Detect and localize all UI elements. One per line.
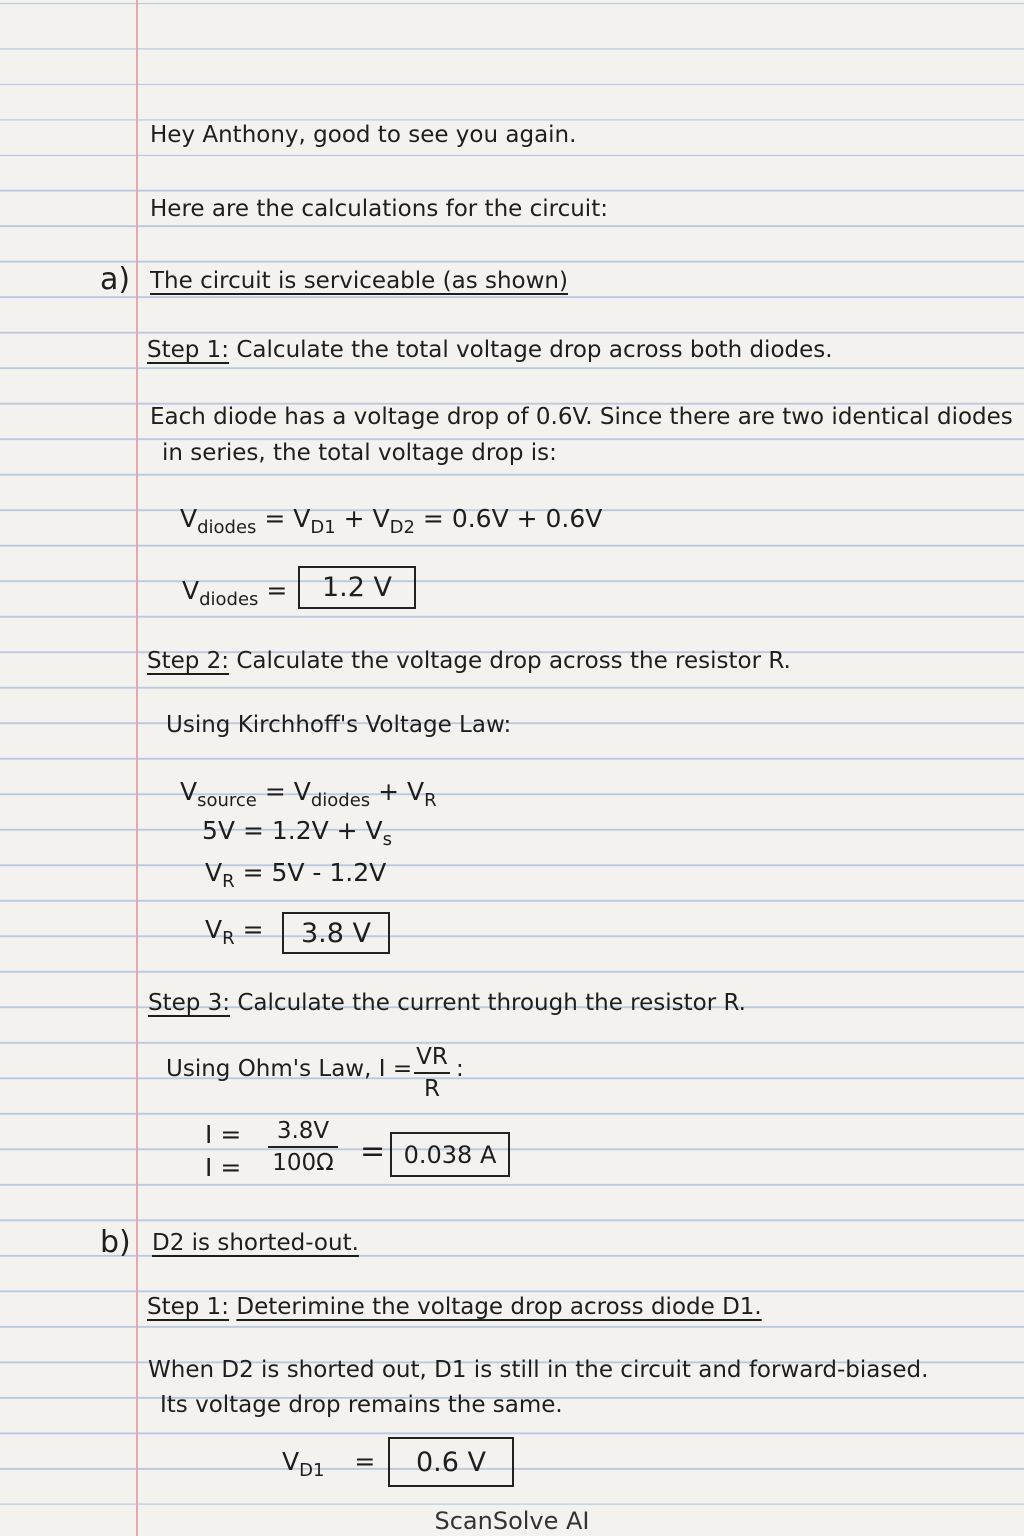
b-step1-para-1: When D2 is shorted out, D1 is still in the circuit and forward-biased. — [148, 1357, 929, 1383]
eq-sign: = — [266, 576, 288, 605]
eq-var: = V — [264, 777, 311, 806]
eq-var: + V — [343, 504, 390, 533]
result-box-0-038a: 0.038 A — [390, 1132, 510, 1177]
eq-var: V — [205, 858, 223, 887]
a-kvl-line4 — [205, 915, 264, 949]
result-box-3-8v: 3.8 V — [282, 912, 390, 954]
eq-var: + V — [378, 777, 425, 806]
eq-sub: D1 — [310, 517, 336, 538]
margin-line — [136, 0, 138, 1536]
result-box-1-2v: 1.2 V — [298, 566, 416, 609]
intro: Here are the calculations for the circuit: — [150, 196, 608, 222]
a-step2-law: Using Kirchhoff's Voltage Law: — [166, 712, 512, 738]
part-a-title: The circuit is serviceable (as shown) — [150, 268, 568, 294]
a-step1-heading — [147, 337, 833, 363]
a-current-line1: I = — [205, 1120, 242, 1149]
a-step1-text: Calculate the total voltage drop across both diodes. — [236, 337, 833, 363]
eq-sub: diodes — [199, 589, 259, 610]
a-kvl-line1 — [180, 777, 437, 811]
a-step3-law: Using Ohm's Law, I = — [166, 1056, 413, 1082]
a-eq-diodes-sum — [180, 504, 602, 538]
eq-sub: source — [197, 790, 257, 811]
eq-var: = V — [264, 504, 311, 533]
a-step2-label: Step 2: — [147, 648, 230, 674]
eq-var: V — [282, 1447, 300, 1476]
eq-sub: R — [424, 790, 437, 811]
a-kvl-line3 — [205, 858, 386, 892]
eq-value: 5V = 1.2V + V — [202, 816, 383, 845]
footer-watermark: ScanSolve AI — [434, 1507, 590, 1535]
a-step3-colon: : — [456, 1056, 464, 1082]
part-b-label: b) — [100, 1225, 131, 1260]
current-fraction — [268, 1118, 338, 1176]
part-b-title: D2 is shorted-out. — [152, 1230, 359, 1256]
fraction-denominator: 100Ω — [272, 1150, 334, 1176]
a-step3-label: Step 3: — [148, 990, 231, 1016]
part-a-label: a) — [100, 262, 131, 297]
eq-value: = 0.6V + 0.6V — [422, 504, 603, 533]
b-step1-para-2: Its voltage drop remains the same. — [160, 1392, 563, 1418]
eq-sign: = — [354, 1447, 376, 1476]
a-step2-heading — [147, 648, 791, 674]
greeting: Hey Anthony, good to see you again. — [150, 122, 577, 148]
a-eq-diodes-result — [182, 576, 287, 610]
eq-sub: diodes — [197, 517, 257, 538]
b-step1-text: Deterimine the voltage drop across diode D1. — [236, 1294, 762, 1320]
fraction-numerator: VR — [416, 1044, 448, 1070]
b-step1-label: Step 1: — [147, 1294, 230, 1320]
a-current-line2: I = — [205, 1153, 242, 1182]
b-step1-heading — [147, 1294, 762, 1320]
fraction-numerator: 3.8V — [276, 1118, 330, 1144]
a-current-equals: = — [360, 1134, 386, 1169]
eq-sub: s — [382, 829, 393, 850]
a-step1-para-2: in series, the total voltage drop is: — [162, 440, 557, 466]
ohms-law-fraction — [414, 1044, 450, 1102]
result-box-0-6v: 0.6 V — [388, 1437, 514, 1487]
eq-var: V — [182, 576, 200, 605]
eq-var: V — [180, 777, 198, 806]
fraction-denominator: R — [424, 1076, 440, 1102]
eq-sub: R — [222, 928, 235, 949]
a-step1-label: Step 1: — [147, 337, 230, 363]
a-step1-para-1: Each diode has a voltage drop of 0.6V. Since there are two identical diodes — [150, 404, 1013, 430]
a-step3-text: Calculate the current through the resistor R. — [237, 990, 746, 1016]
eq-value: = 5V - 1.2V — [242, 858, 387, 887]
a-step2-text: Calculate the voltage drop across the resistor R. — [236, 648, 791, 674]
fraction-bar — [268, 1146, 338, 1148]
eq-sub: D2 — [389, 517, 415, 538]
eq-sub: D1 — [299, 1460, 325, 1481]
a-step3-heading — [148, 990, 746, 1016]
eq-sub: R — [222, 871, 235, 892]
a-kvl-line2 — [202, 816, 392, 850]
eq-var: V — [180, 504, 198, 533]
eq-var: V — [205, 915, 223, 944]
fraction-bar — [414, 1072, 450, 1074]
eq-sign: = — [242, 915, 264, 944]
b-eq-vd1 — [282, 1447, 375, 1481]
eq-sub: diodes — [310, 790, 371, 811]
